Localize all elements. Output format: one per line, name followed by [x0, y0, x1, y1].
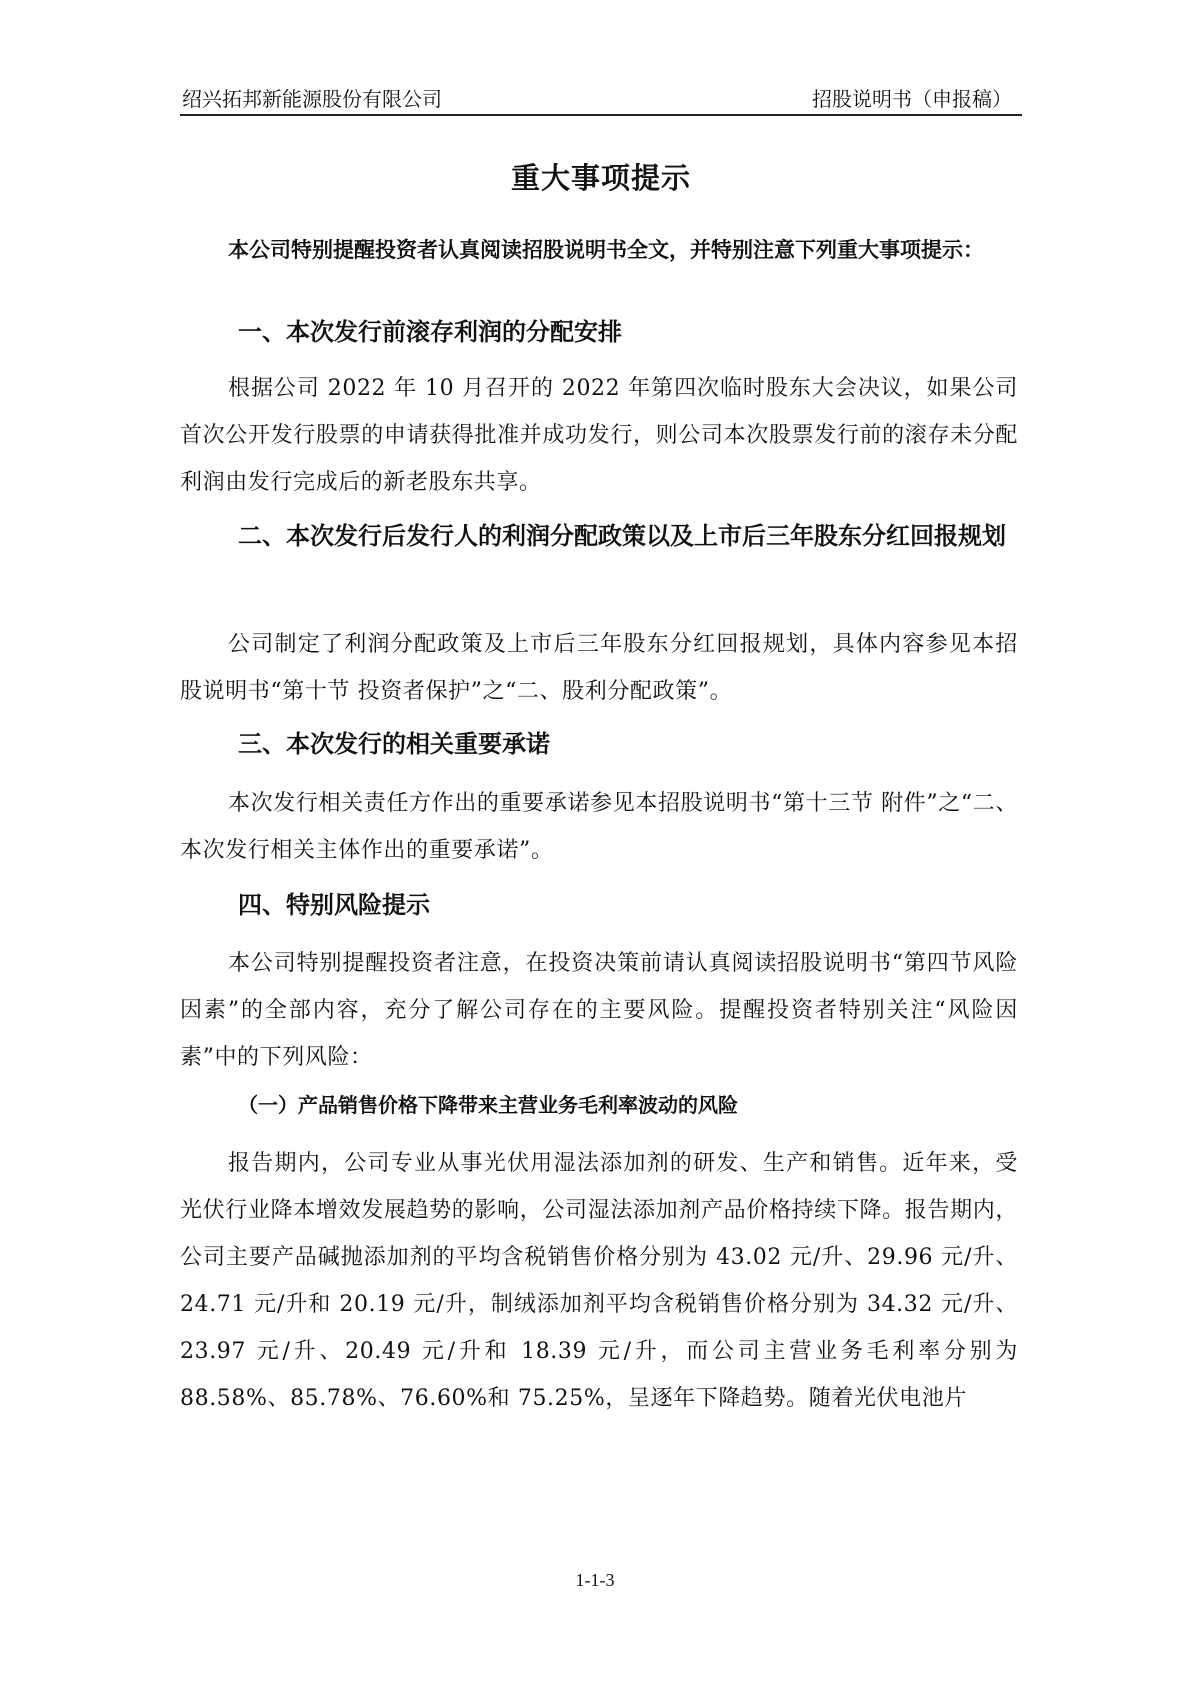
header-document-type: 招股说明书（申报稿） — [812, 87, 1012, 111]
section-1-heading: 一、本次发行前滚存利润的分配安排 — [238, 318, 622, 346]
page-header — [180, 84, 1022, 116]
page-title: 重大事项提示 — [510, 161, 691, 195]
intro-paragraph: 本公司特别提醒投资者认真阅读招股说明书全文，并特别注意下列重大事项提示： — [228, 238, 984, 262]
subsection-1-heading: （一）产品销售价格下降带来主营业务毛利率波动的风险 — [238, 1093, 738, 1117]
section-4-body: 本公司特别提醒投资者注意，在投资决策前请认真阅读招股说明书“第四节风险因素”的全部内容，充分了解公司存在的主要风险。提醒投资者特别关注“风险因素”中的下列风险： — [180, 951, 1018, 1070]
section-3-body: 本次发行相关责任方作出的重要承诺参见本招股说明书“第十三节 附件”之“二、本次发行相关主体作出的重要承诺”。 — [180, 791, 1018, 863]
section-3-heading: 三、本次发行的相关重要承诺 — [238, 730, 550, 758]
page-number: 1-1-3 — [575, 1570, 615, 1590]
section-1-body: 根据公司 2022 年 10 月召开的 2022 年第四次临时股东大会决议，如果公司首次公开发行股票的申请获得批准并成功发行，则公司本次股票发行前的滚存未分配利润由发行完成后的新老股东共享。 — [180, 376, 1018, 495]
subsection-1-body: 报告期内，公司专业从事光伏用湿法添加剂的研发、生产和销售。近年来，受光伏行业降本增效发展趋势的影响，公司湿法添加剂产品价格持续下降。报告期内，公司主要产品碱抛添加剂的平均含税销售价格分别为 43.02 元/升、29.96 元/升、24.71 元/升和 20.19 元/升，制绒添加剂平均含税销售价格分别为 34.32 元/升、23.97 元/升、20.49 元/升和 18.39 元/升，而公司主营业务毛利率分别为 88.58%、85.78%、76.60%和 75.25%，呈逐年下降趋势。随着光伏电池片 — [180, 1151, 1018, 1411]
section-2-body: 公司制定了利润分配政策及上市后三年股东分红回报规划，具体内容参见本招股说明书“第十节 投资者保护”之“二、股利分配政策”。 — [180, 632, 1018, 704]
section-4-heading: 四、特别风险提示 — [238, 891, 430, 919]
header-company-name: 绍兴拓邦新能源股份有限公司 — [182, 87, 442, 111]
section-2-heading: 二、本次发行后发行人的利润分配政策以及上市后三年股东分红回报规划 — [238, 522, 1006, 550]
